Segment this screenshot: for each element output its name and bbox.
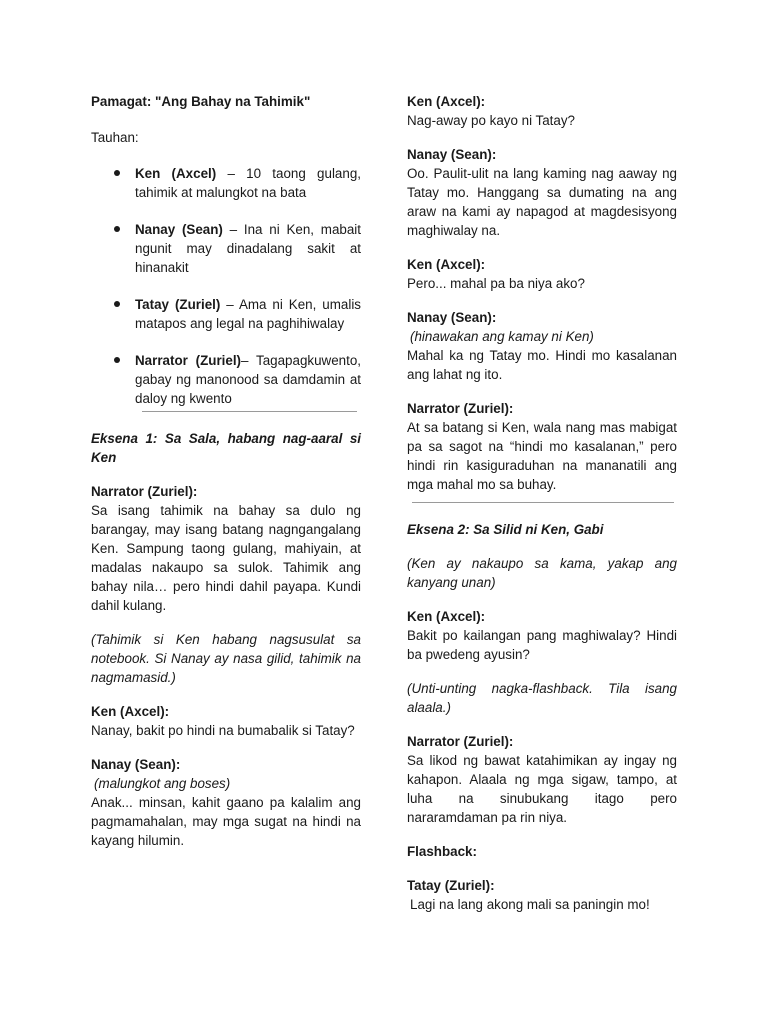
speaker-label: Nanay (Sean):	[91, 757, 181, 772]
stage-direction: (Unti-unting nagka-flashback. Tila isang alaala.)	[407, 681, 677, 715]
stage-direction: (Tahimik si Ken habang nagsusulat sa notebook. Si Nanay ay nasa gilid, tahimik na nagmamasid.)	[91, 632, 361, 685]
character-name: Narrator (Zuriel)	[135, 353, 242, 368]
speaker-label: Tatay (Zuriel):	[407, 878, 495, 893]
scene-heading: Eksena 1: Sa Sala, habang nag-aaral si Ken	[91, 431, 361, 465]
speaker-label: Ken (Axcel):	[407, 609, 486, 624]
character-list	[91, 164, 361, 408]
dialogue-text: Nag-away po kayo ni Tatay?	[407, 113, 575, 128]
speaker-label: Nanay (Sean):	[407, 147, 497, 162]
speaker-label: Ken (Axcel):	[91, 704, 170, 719]
stage-direction: (hinawakan ang kamay ni Ken)	[410, 329, 594, 344]
speaker-label: Ken (Axcel):	[407, 257, 486, 272]
dialogue-text: Mahal ka ng Tatay mo. Hindi mo kasalanan ang lahat ng ito.	[407, 348, 677, 382]
bullet-icon	[114, 170, 120, 176]
character-name: Ken (Axcel)	[135, 166, 217, 181]
dialogue-text: Lagi na lang akong mali sa paningin mo!	[410, 897, 650, 912]
character-item	[91, 220, 361, 277]
tauhan-label: Tauhan:	[91, 130, 139, 145]
dialogue-text: Oo. Paulit-ulit na lang kaming nag aaway ng Tatay mo. Hanggang sa dumating na ang araw na kami ay napagod at magdesisyong maghiwalay na.	[407, 166, 677, 238]
character-desc: – Ina ni Ken, mabait ngunit may dinadalang sakit at hinanakit	[135, 222, 361, 275]
character-item	[91, 351, 361, 408]
character-item	[91, 295, 361, 333]
character-name: Tatay (Zuriel)	[135, 297, 221, 312]
dialogue-text: Bakit po kailangan pang maghiwalay? Hindi ba pwedeng ayusin?	[407, 628, 677, 662]
speaker-label: Ken (Axcel):	[407, 94, 486, 109]
character-name: Nanay (Sean)	[135, 222, 223, 237]
dialogue-text: Sa likod ng bawat katahimikan ay ingay ng kahapon. Alaala ng mga sigaw, tampo, at luha na sinubukang itago pero nararamdaman pa rin niya.	[407, 753, 677, 825]
dialogue-text: Pero... mahal pa ba niya ako?	[407, 276, 585, 291]
bullet-icon	[114, 357, 120, 363]
speaker-label: Nanay (Sean):	[407, 310, 497, 325]
right-column	[407, 92, 677, 914]
dialogue-text: At sa batang si Ken, wala nang mas mabigat pa sa sagot na “hindi mo kasalanan,” pero hindi rin kasiguraduhan na mananatili ang mga mahal mo sa buhay.	[407, 420, 677, 492]
scene-heading: Eksena 2: Sa Silid ni Ken, Gabi	[407, 522, 604, 537]
stage-direction: (malungkot ang boses)	[94, 776, 231, 791]
character-desc: – 10 taong gulang, tahimik at malungkot na bata	[135, 166, 361, 200]
character-item	[91, 164, 361, 202]
stage-direction: (Ken ay nakaupo sa kama, yakap ang kanyang unan)	[407, 556, 677, 590]
character-desc: – Ama ni Ken, umalis matapos ang legal na paghihiwalay	[135, 297, 361, 331]
speaker-label: Narrator (Zuriel):	[91, 484, 198, 499]
dialogue-text: Nanay, bakit po hindi na bumabalik si Tatay?	[91, 723, 355, 738]
dialogue-text: Sa isang tahimik na bahay sa dulo ng barangay, may isang batang nagngangalang Ken. Sampung taong gulang, mahiyain, at madalas nakaupo sa sulok. Tahimik ang bahay nila… pero hindi dahil payapa. Kundi dahil kulang.	[91, 503, 361, 613]
flashback-label: Flashback:	[407, 844, 477, 859]
bullet-icon	[114, 226, 120, 232]
dialogue-text: Anak... minsan, kahit gaano pa kalalim ang pagmamahalan, may mga sugat na hindi na kayang hilumin.	[91, 795, 361, 848]
left-column	[91, 92, 361, 850]
bullet-icon	[114, 301, 120, 307]
speaker-label: Narrator (Zuriel):	[407, 734, 514, 749]
character-desc: – Tagapagkuwento, gabay ng manonood sa damdamin at daloy ng kwento	[135, 353, 361, 406]
speaker-label: Narrator (Zuriel):	[407, 401, 514, 416]
script-title: Pamagat: "Ang Bahay na Tahimik"	[91, 94, 311, 109]
